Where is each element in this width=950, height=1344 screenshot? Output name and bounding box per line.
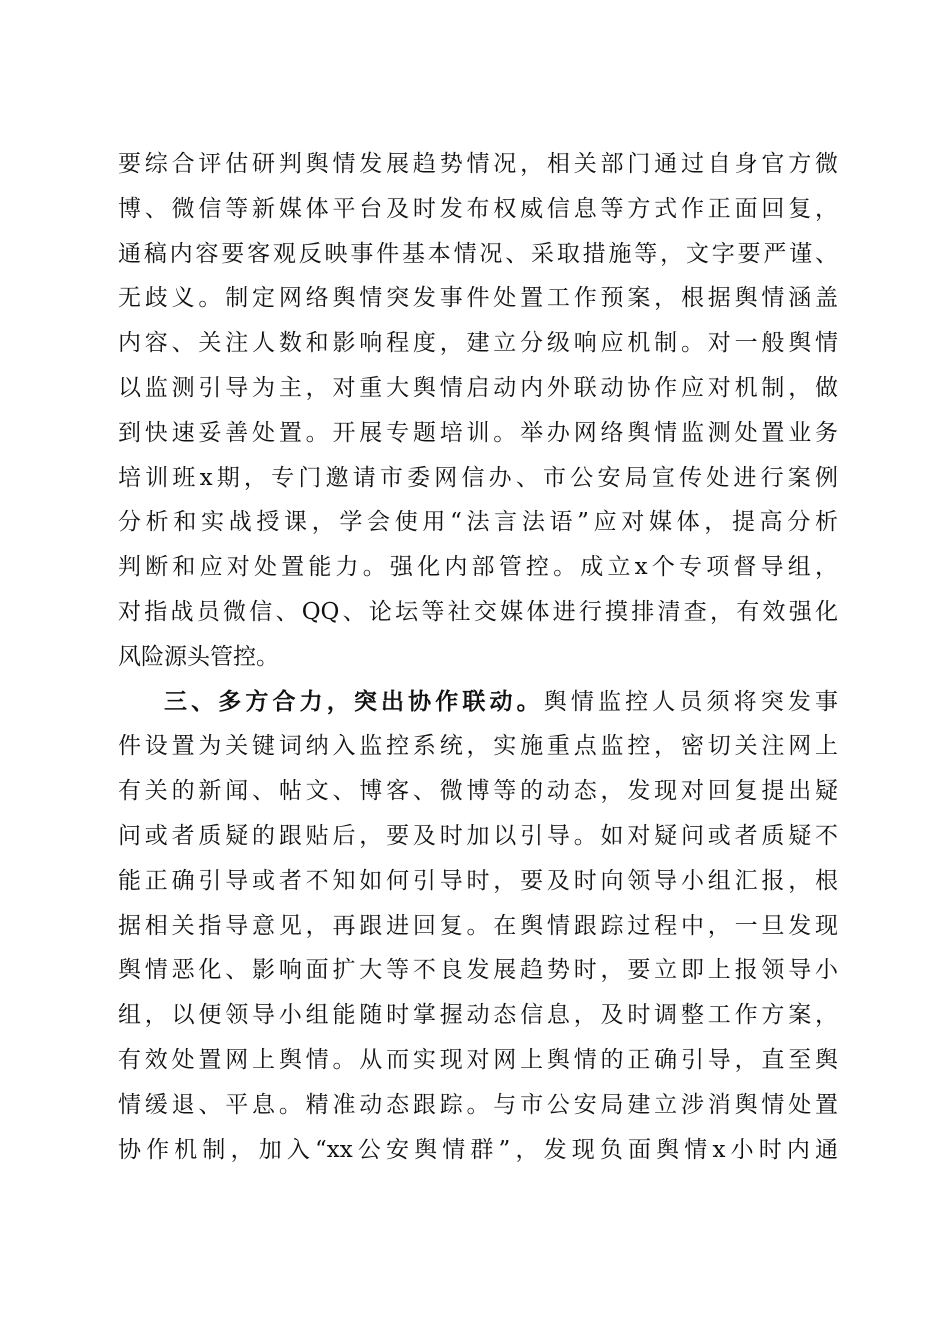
- text-line: 博、微信等新媒体平台及时发布权威信息等方式作正面回复，: [118, 195, 838, 222]
- text-line: 判断和应对处置能力。强化内部管控。成立x个专项督导组，: [118, 554, 838, 581]
- paragraph-2: [118, 680, 838, 1173]
- text-line: 能正确引导或者不知如何引导时，要及时向领导小组汇报，根: [118, 867, 838, 894]
- text-line: 件设置为关键词纳入监控系统，实施重点监控，密切关注网上: [118, 733, 838, 760]
- section-heading: 三、多方合力，突出协作联动。: [164, 687, 544, 715]
- heading-line-rest: 舆情监控人员须将突发事: [543, 688, 838, 715]
- text-line: 情缓退、平息。精准动态跟踪。与市公安局建立涉消舆情处置: [118, 1091, 838, 1118]
- text-line: 要综合评估研判舆情发展趋势情况，相关部门通过自身官方微: [118, 151, 838, 177]
- text-line: 分析和实战授课，学会使用“法言法语”应对媒体，提高分析: [118, 509, 838, 536]
- text-line: [118, 680, 838, 725]
- text-line: 通稿内容要客观反映事件基本情况、采取措施等，文字要严谨、: [118, 240, 838, 267]
- text-line: 以监测引导为主，对重大舆情启动内外联动协作应对机制，做: [118, 374, 838, 401]
- text-line: 有效处置网上舆情。从而实现对网上舆情的正确引导，直至舆: [118, 1046, 838, 1073]
- document-body: [118, 142, 838, 1172]
- text-line: 有关的新闻、帖文、博客、微博等的动态，发现对回复提出疑: [118, 778, 838, 805]
- text-line: 据相关指导意见，再跟进回复。在舆情跟踪过程中，一旦发现: [118, 912, 838, 939]
- text-line: 内容、关注人数和影响程度，建立分级响应机制。对一般舆情: [118, 330, 838, 357]
- text-line: 对指战员微信、QQ、论坛等社交媒体进行摸排清查，有效强化: [118, 598, 838, 625]
- paragraph-1: [118, 142, 838, 680]
- text-line: 问或者质疑的跟贴后，要及时加以引导。如对疑问或者质疑不: [118, 822, 838, 849]
- text-line: 协作机制，加入“xx公安舆情群”，发现负面舆情x小时内通: [118, 1136, 838, 1163]
- text-line: 组，以便领导小组能随时掌握动态信息，及时调整工作方案，: [118, 1002, 838, 1029]
- text-line: 风险源头管控。: [118, 643, 279, 670]
- text-line: 到快速妥善处置。开展专题培训。举办网络舆情监测处置业务: [118, 419, 838, 446]
- text-line: 舆情恶化、影响面扩大等不良发展趋势时，要立即上报领导小: [118, 957, 838, 984]
- text-line: 培训班x期，专门邀请市委网信办、市公安局宣传处进行案例: [118, 464, 838, 491]
- text-line: 无歧义。制定网络舆情突发事件处置工作预案，根据舆情涵盖: [118, 285, 838, 312]
